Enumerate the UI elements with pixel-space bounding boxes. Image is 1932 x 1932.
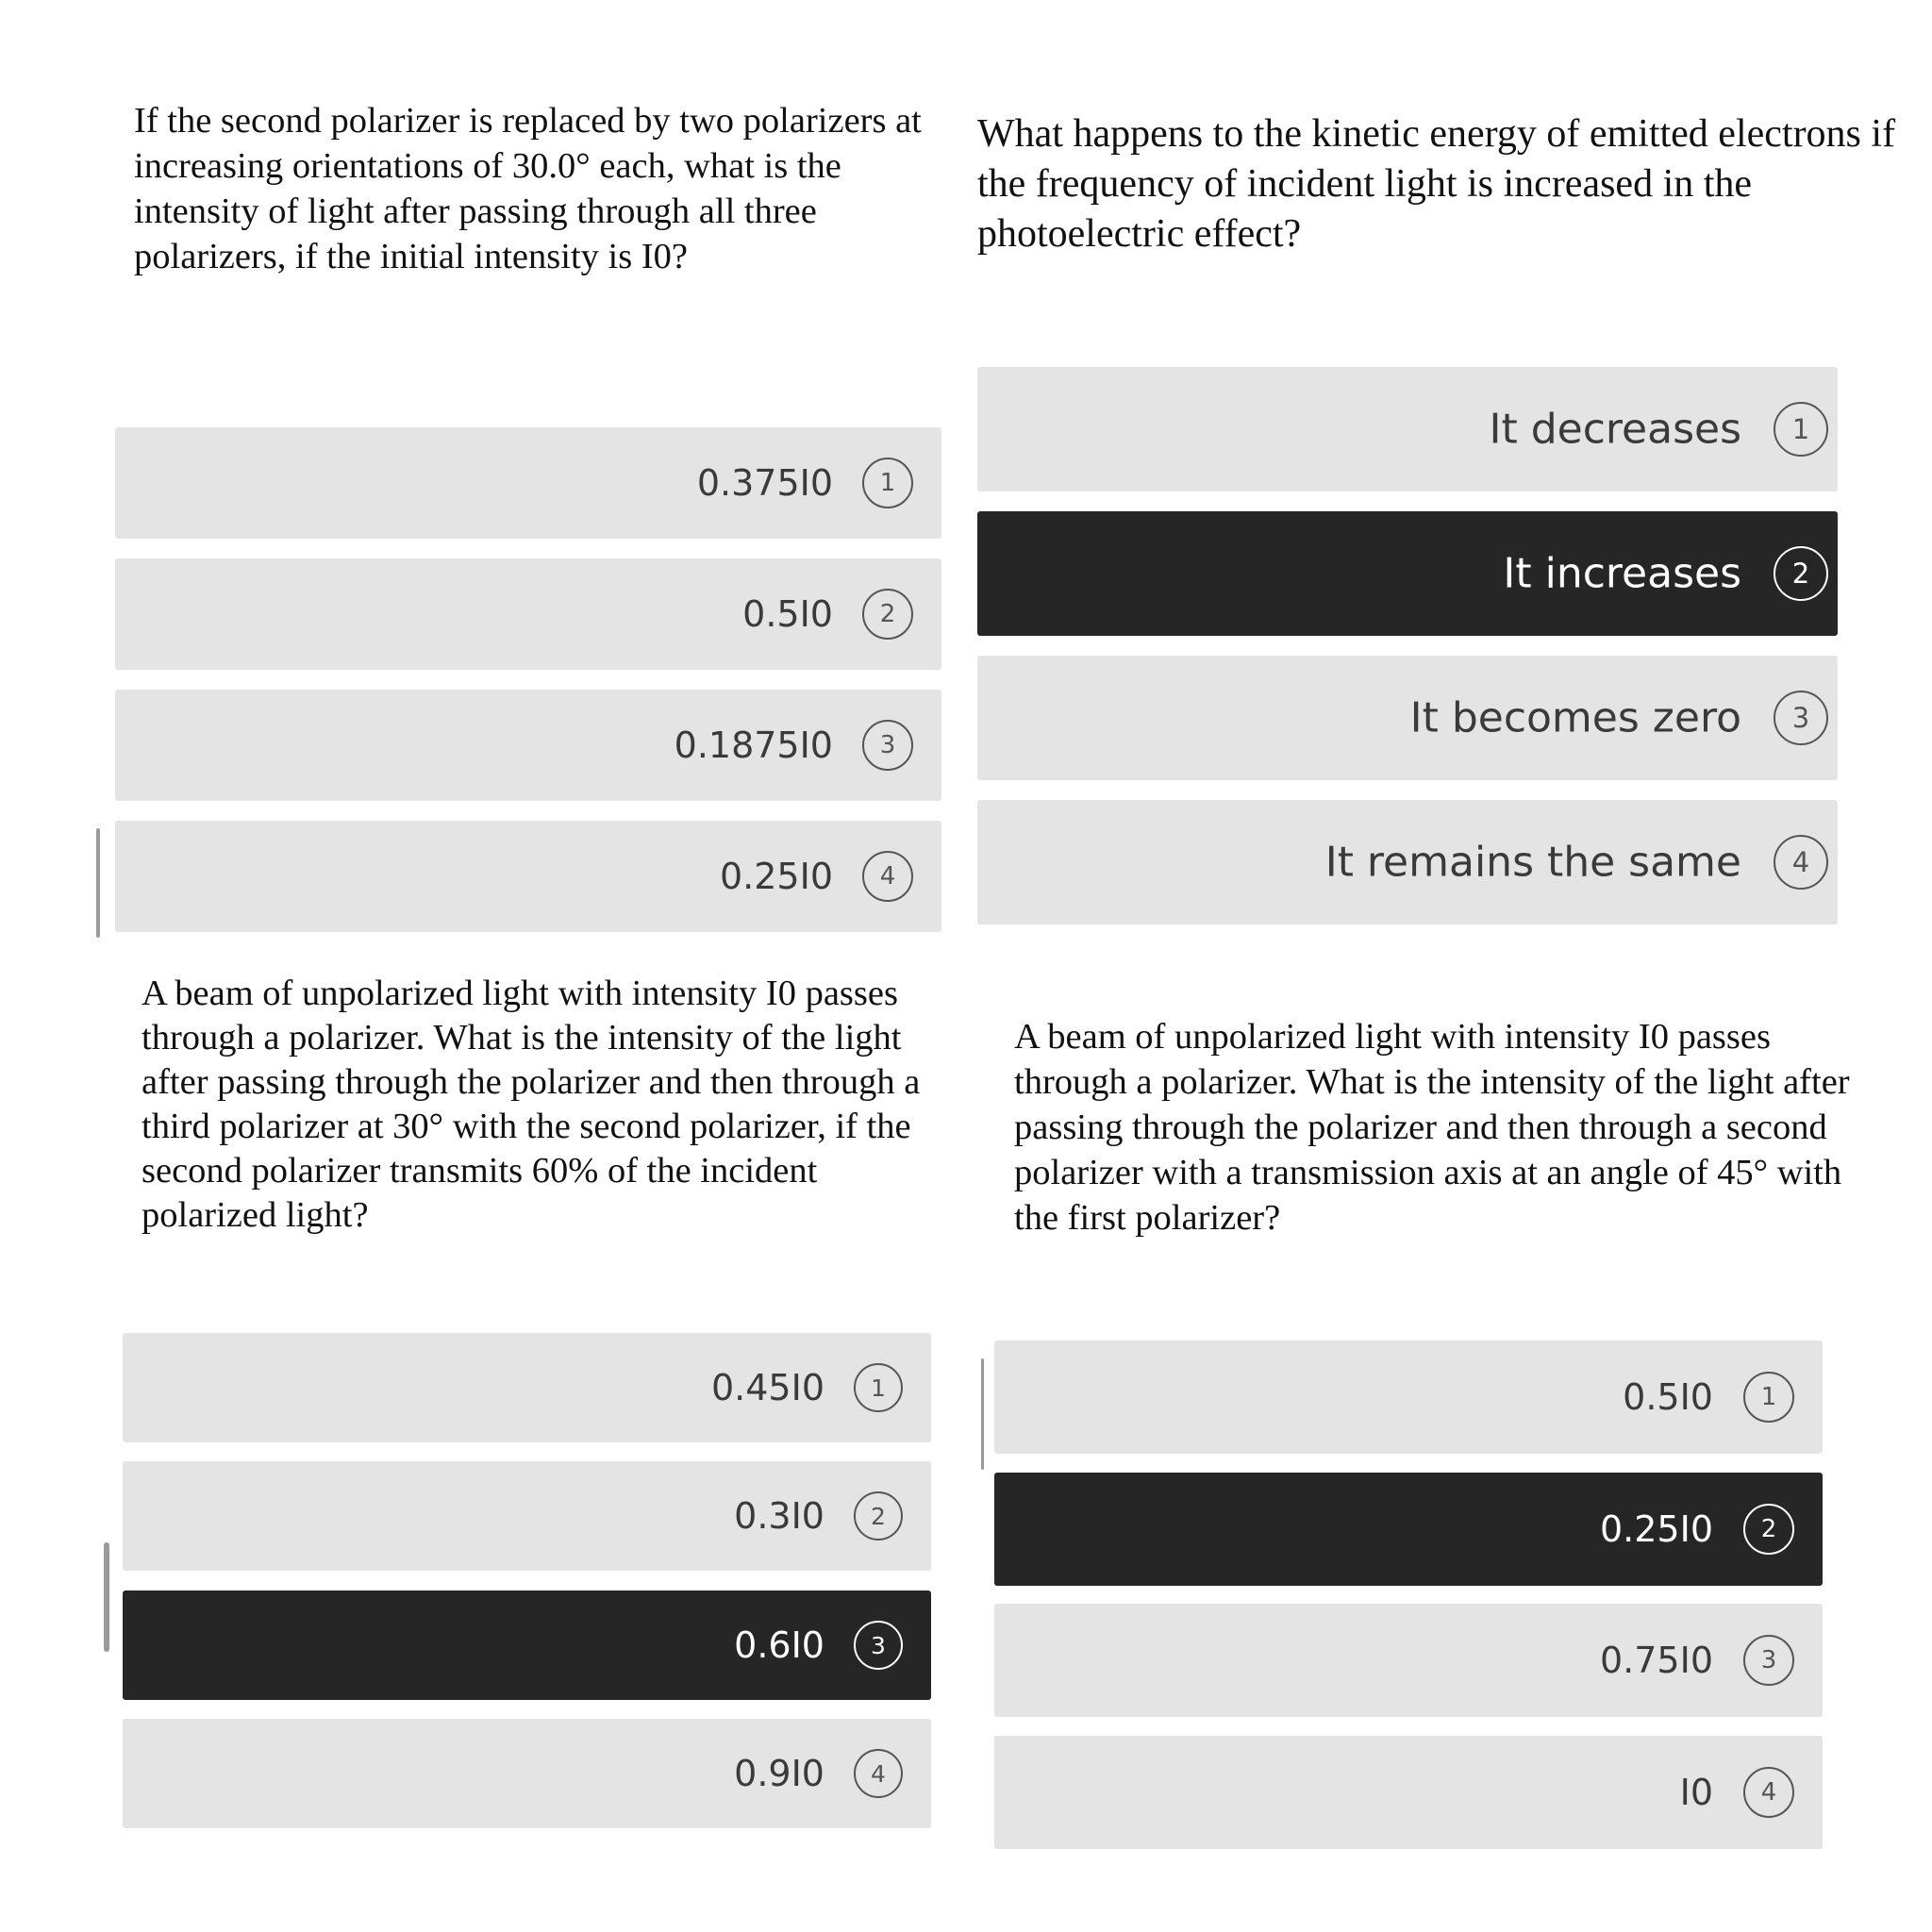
q2-option-2-label: It increases: [1503, 549, 1741, 598]
q2-option-4[interactable]: [977, 800, 1838, 924]
q2-option-3-label: It becomes zero: [1409, 693, 1741, 742]
q1-option-1-number-icon: 1: [862, 458, 913, 508]
q4-option-1-label: 0.5I0: [1623, 1376, 1713, 1418]
question-3-text: A beam of unpolarized light with intensity I0 passes through a polarizer. What is the intensity of the light after passing through the polarizer and then through a third polarizer at 30° with the second polarizer, if the second polarizer transmits 60% of the incident polarized light?: [142, 974, 921, 1235]
q1-option-2-label: 0.5I0: [742, 593, 833, 635]
scroll-marker-2[interactable]: [104, 1542, 109, 1652]
q4-option-3-label: 0.75I0: [1600, 1640, 1713, 1681]
q4-option-3[interactable]: [994, 1604, 1823, 1717]
q3-option-2-number-icon: 2: [854, 1491, 903, 1541]
q4-option-4[interactable]: [994, 1736, 1823, 1849]
q3-option-1-label: 0.45I0: [711, 1367, 824, 1408]
q1-option-3-label: 0.1875I0: [674, 724, 833, 766]
q1-option-1-label: 0.375I0: [696, 462, 833, 504]
q1-option-2-number-icon: 2: [862, 589, 913, 640]
q2-option-2[interactable]: [977, 511, 1838, 636]
q3-option-3[interactable]: [123, 1591, 931, 1700]
q1-option-1[interactable]: [115, 427, 941, 539]
q2-option-2-number-icon: 2: [1774, 546, 1828, 601]
q4-option-1[interactable]: [994, 1341, 1823, 1454]
q1-option-4-number-icon: 4: [862, 851, 913, 902]
q3-option-4-label: 0.9I0: [734, 1753, 824, 1794]
question-4-text: A beam of unpolarized light with intensity I0 passes through a polarizer. What is the intensity of the light after passing through the polarizer and then through a second polarizer with a transmission axis at an angle of 45° with the first polarizer?: [1014, 1017, 1850, 1238]
q1-option-4[interactable]: [115, 821, 941, 932]
q3-option-1[interactable]: [123, 1333, 931, 1442]
q4-option-2[interactable]: [994, 1473, 1823, 1586]
q2-option-4-number-icon: 4: [1774, 835, 1828, 890]
q2-option-3-number-icon: 3: [1774, 691, 1828, 745]
q1-option-2[interactable]: [115, 558, 941, 670]
q3-option-4[interactable]: [123, 1719, 931, 1828]
q4-option-4-label: I0: [1679, 1772, 1713, 1813]
q4-option-4-number-icon: 4: [1743, 1767, 1794, 1818]
q2-option-3[interactable]: [977, 656, 1838, 780]
q1-option-3[interactable]: [115, 690, 941, 801]
question-1-text: If the second polarizer is replaced by two polarizers at increasing orientations of 30.0° each, what is the intensity of light after passing through all three polarizers, if the initial intensity is I0?: [134, 101, 922, 276]
q2-option-4-label: It remains the same: [1324, 838, 1741, 887]
q4-option-2-label: 0.25I0: [1600, 1508, 1713, 1550]
q2-option-1-label: It decreases: [1489, 405, 1741, 454]
question-2-text: What happens to the kinetic energy of emitted electrons if the frequency of incident light is increased in the photoelectric effect?: [977, 112, 1896, 256]
q3-option-2[interactable]: [123, 1461, 931, 1571]
q3-option-4-number-icon: 4: [854, 1749, 903, 1798]
q3-option-3-number-icon: 3: [854, 1621, 903, 1670]
q4-option-1-number-icon: 1: [1743, 1372, 1794, 1423]
scroll-marker-3[interactable]: [981, 1358, 984, 1470]
q3-option-3-label: 0.6I0: [734, 1624, 824, 1666]
q2-option-1-number-icon: 1: [1774, 402, 1828, 457]
q4-option-2-number-icon: 2: [1743, 1504, 1794, 1555]
q2-option-1[interactable]: [977, 367, 1838, 491]
scroll-marker-1[interactable]: [96, 828, 100, 938]
q3-option-2-label: 0.3I0: [734, 1495, 824, 1537]
q1-option-3-number-icon: 3: [862, 720, 913, 771]
q4-option-3-number-icon: 3: [1743, 1635, 1794, 1686]
q3-option-1-number-icon: 1: [854, 1363, 903, 1412]
q1-option-4-label: 0.25I0: [720, 856, 833, 897]
